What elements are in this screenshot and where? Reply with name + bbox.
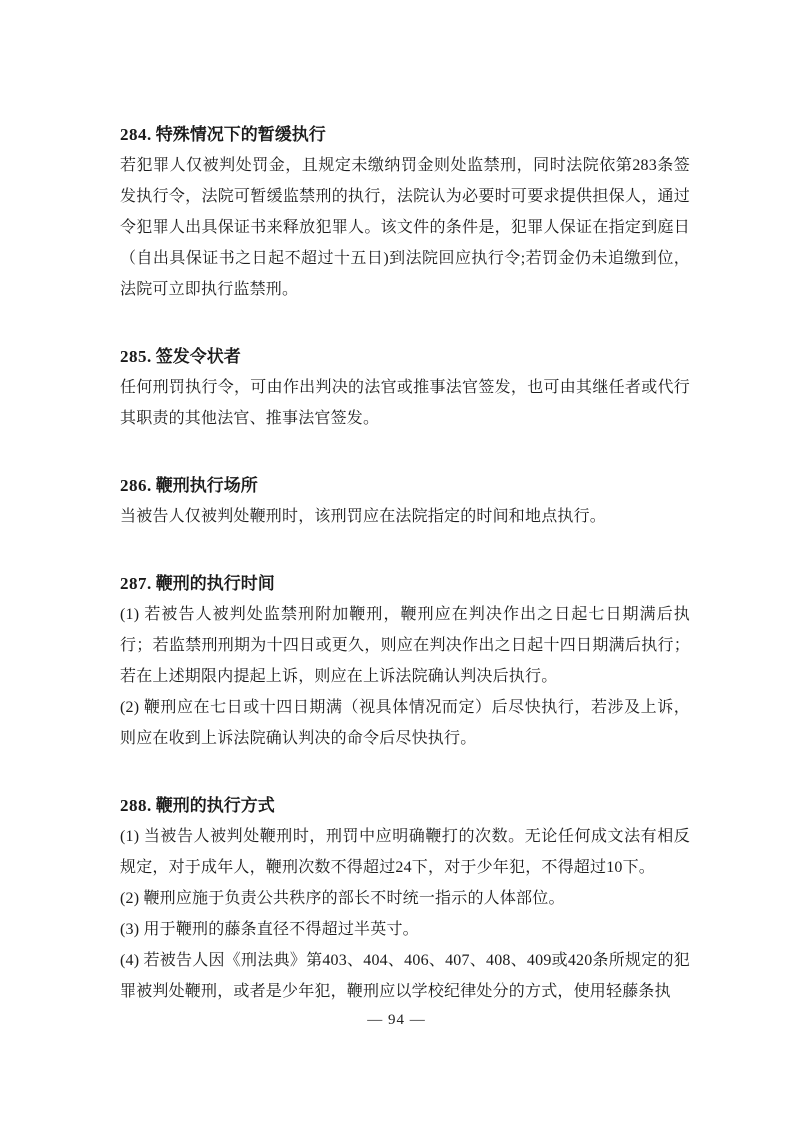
section-288-paragraph-2: (2) 鞭刑应施于负责公共秩序的部长不时统一指示的人体部位。 xyxy=(120,890,565,907)
section-285-heading xyxy=(120,341,690,372)
section-285 xyxy=(120,341,690,434)
section-284-number: 284. xyxy=(120,125,152,144)
section-286-heading xyxy=(120,470,690,501)
section-288 xyxy=(120,790,690,1007)
section-284-heading xyxy=(120,119,690,150)
section-286-title: 鞭刑执行场所 xyxy=(155,476,258,495)
section-288-number: 288. xyxy=(120,796,152,815)
section-288-paragraph-1: (1) 当被告人被判处鞭刑时，刑罚中应明确鞭打的次数。无论任何成文法有相反规定，对于成年人，鞭刑次数不得超过24下，对于少年犯，不得超过10下。 xyxy=(120,828,690,876)
section-288-heading xyxy=(120,790,690,821)
section-288-paragraph-4: (4) 若被告人因《刑法典》第403、404、406、407、408、409或420条所规定的犯罪被判处鞭刑，或者是少年犯，鞭刑应以学校纪律处分的方式，使用轻藤条执 xyxy=(120,952,690,1000)
section-285-paragraph: 任何刑罚执行令，可由作出判决的法官或推事法官签发，也可由其继任者或代行其职责的其他法官、推事法官签发。 xyxy=(120,379,690,427)
section-284-title: 特殊情况下的暂缓执行 xyxy=(155,125,326,144)
section-286-number: 286. xyxy=(120,476,152,495)
page-content xyxy=(120,119,690,1007)
section-287-number: 287. xyxy=(120,574,152,593)
section-285-number: 285. xyxy=(120,347,152,366)
section-288-paragraph-3: (3) 用于鞭刑的藤条直径不得超过半英寸。 xyxy=(120,921,419,938)
section-287 xyxy=(120,568,690,754)
section-287-paragraph-1: (1) 若被告人被判处监禁刑附加鞭刑，鞭刑应在判决作出之日起七日期满后执行；若监禁刑刑期为十四日或更久，则应在判决作出之日起十四日期满后执行；若在上述期限内提起上诉，则应在上诉法院确认判决后执行。 xyxy=(120,606,690,685)
section-285-title: 签发令状者 xyxy=(155,347,241,366)
section-287-paragraph-2: (2) 鞭刑应在七日或十四日期满（视具体情况而定）后尽快执行，若涉及上诉，则应在收到上诉法院确认判决的命令后尽快执行。 xyxy=(120,699,690,747)
page-number: — 94 — xyxy=(367,1012,426,1028)
section-286 xyxy=(120,470,690,532)
section-286-paragraph: 当被告人仅被判处鞭刑时，该刑罚应在法院指定的时间和地点执行。 xyxy=(120,508,607,525)
section-288-title: 鞭刑的执行方式 xyxy=(155,796,275,815)
section-284-paragraph: 若犯罪人仅被判处罚金，且规定未缴纳罚金则处监禁刑，同时法院依第283条签发执行令，法院可暂缓监禁刑的执行，法院认为必要时可要求提供担保人，通过令犯罪人出具保证书来释放犯罪人。该文件的条件是，犯罪人保证在指定到庭日（自出具保证书之日起不超过十五日)到法院回应执行令;若罚金仍未追缴到位，法院可立即执行监禁刑。 xyxy=(120,157,690,298)
section-287-heading xyxy=(120,568,690,599)
section-287-title: 鞭刑的执行时间 xyxy=(155,574,275,593)
section-284 xyxy=(120,119,690,305)
